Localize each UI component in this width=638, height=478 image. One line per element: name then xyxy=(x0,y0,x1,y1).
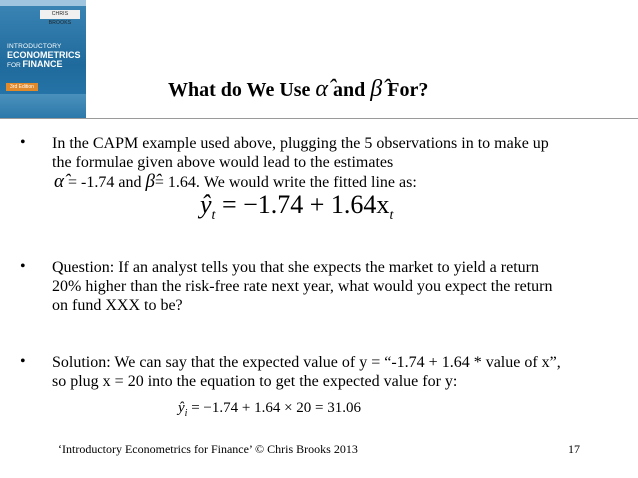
title-suffix: For? xyxy=(387,79,429,101)
cover-author: CHRIS BROOKS xyxy=(40,10,80,19)
bullet-2-line3: on fund XXX to be? xyxy=(52,297,183,314)
prediction-equation xyxy=(178,400,361,419)
cover-title-for: FOR xyxy=(7,62,21,70)
beta-hat-symbol: β̂ xyxy=(145,171,155,192)
title-beta-hat: β̂ xyxy=(370,76,383,102)
alpha-hat-symbol: α̂ xyxy=(54,171,64,192)
prediction-lhs-symbol: ŷ xyxy=(178,400,185,416)
bullet-text-2 xyxy=(52,258,617,315)
cover-title-line3 xyxy=(7,60,85,70)
cover-stripe xyxy=(0,0,86,6)
bullet-marker-2: • xyxy=(20,258,26,275)
title-prefix: What do We Use xyxy=(168,79,311,101)
title-divider xyxy=(0,118,638,119)
bullet-2-line2: 20% higher than the risk-free rate next year, what would you expect the return xyxy=(52,278,553,295)
fitted-rhs-sub: t xyxy=(389,208,394,224)
cover-edition: 3rd Edition xyxy=(6,83,38,91)
alpha-estimate: = -1.74 and xyxy=(63,174,146,191)
title-alpha-hat: α̂ xyxy=(315,76,329,102)
cover-title-line1: INTRODUCTORY xyxy=(7,43,62,50)
prediction-lhs-sub: i xyxy=(184,408,188,419)
fitted-lhs-sub: t xyxy=(211,208,216,224)
bullet-marker-1: • xyxy=(20,134,26,151)
bullet-1-line2: the formulae given above would lead to the estimates xyxy=(52,154,394,171)
prediction-rhs: = −1.74 + 1.64 × 20 = 31.06 xyxy=(191,400,362,416)
bullet-3-line2: so plug x = 20 into the equation to get the expected value for y: xyxy=(52,373,458,390)
bullet-3-line1: Solution: We can say that the expected value of y = “-1.74 + 1.64 * value of x”, xyxy=(52,354,561,371)
fitted-line-equation xyxy=(200,190,393,224)
beta-estimate: = 1.64. We would write the fitted line as: xyxy=(154,174,417,191)
bullet-1-line1: In the CAPM example used above, plugging the 5 observations in to make up xyxy=(52,135,549,152)
bullet-text-1 xyxy=(52,134,617,192)
bullet-1-line3 xyxy=(54,172,617,192)
footer-citation: ‘Introductory Econometrics for Finance’ © Chris Brooks 2013 xyxy=(58,442,358,456)
page-number: 17 xyxy=(568,442,580,456)
slide-title xyxy=(168,76,428,103)
title-and: and xyxy=(333,79,366,101)
book-cover-image xyxy=(0,0,86,118)
bullet-2-line1: Question: If an analyst tells you that she expects the market to yield a return xyxy=(52,259,539,276)
bullet-marker-3: • xyxy=(20,353,26,370)
cover-title xyxy=(7,44,85,70)
cover-bottom xyxy=(0,94,86,118)
fitted-rhs: = −1.74 + 1.64x xyxy=(221,190,390,219)
cover-title-line2: ECONOMETRICS xyxy=(7,49,81,60)
fitted-lhs: ŷ xyxy=(200,190,212,219)
cover-title-finance: FINANCE xyxy=(22,59,63,70)
bullet-text-3 xyxy=(52,353,617,391)
prediction-lhs xyxy=(178,400,188,419)
